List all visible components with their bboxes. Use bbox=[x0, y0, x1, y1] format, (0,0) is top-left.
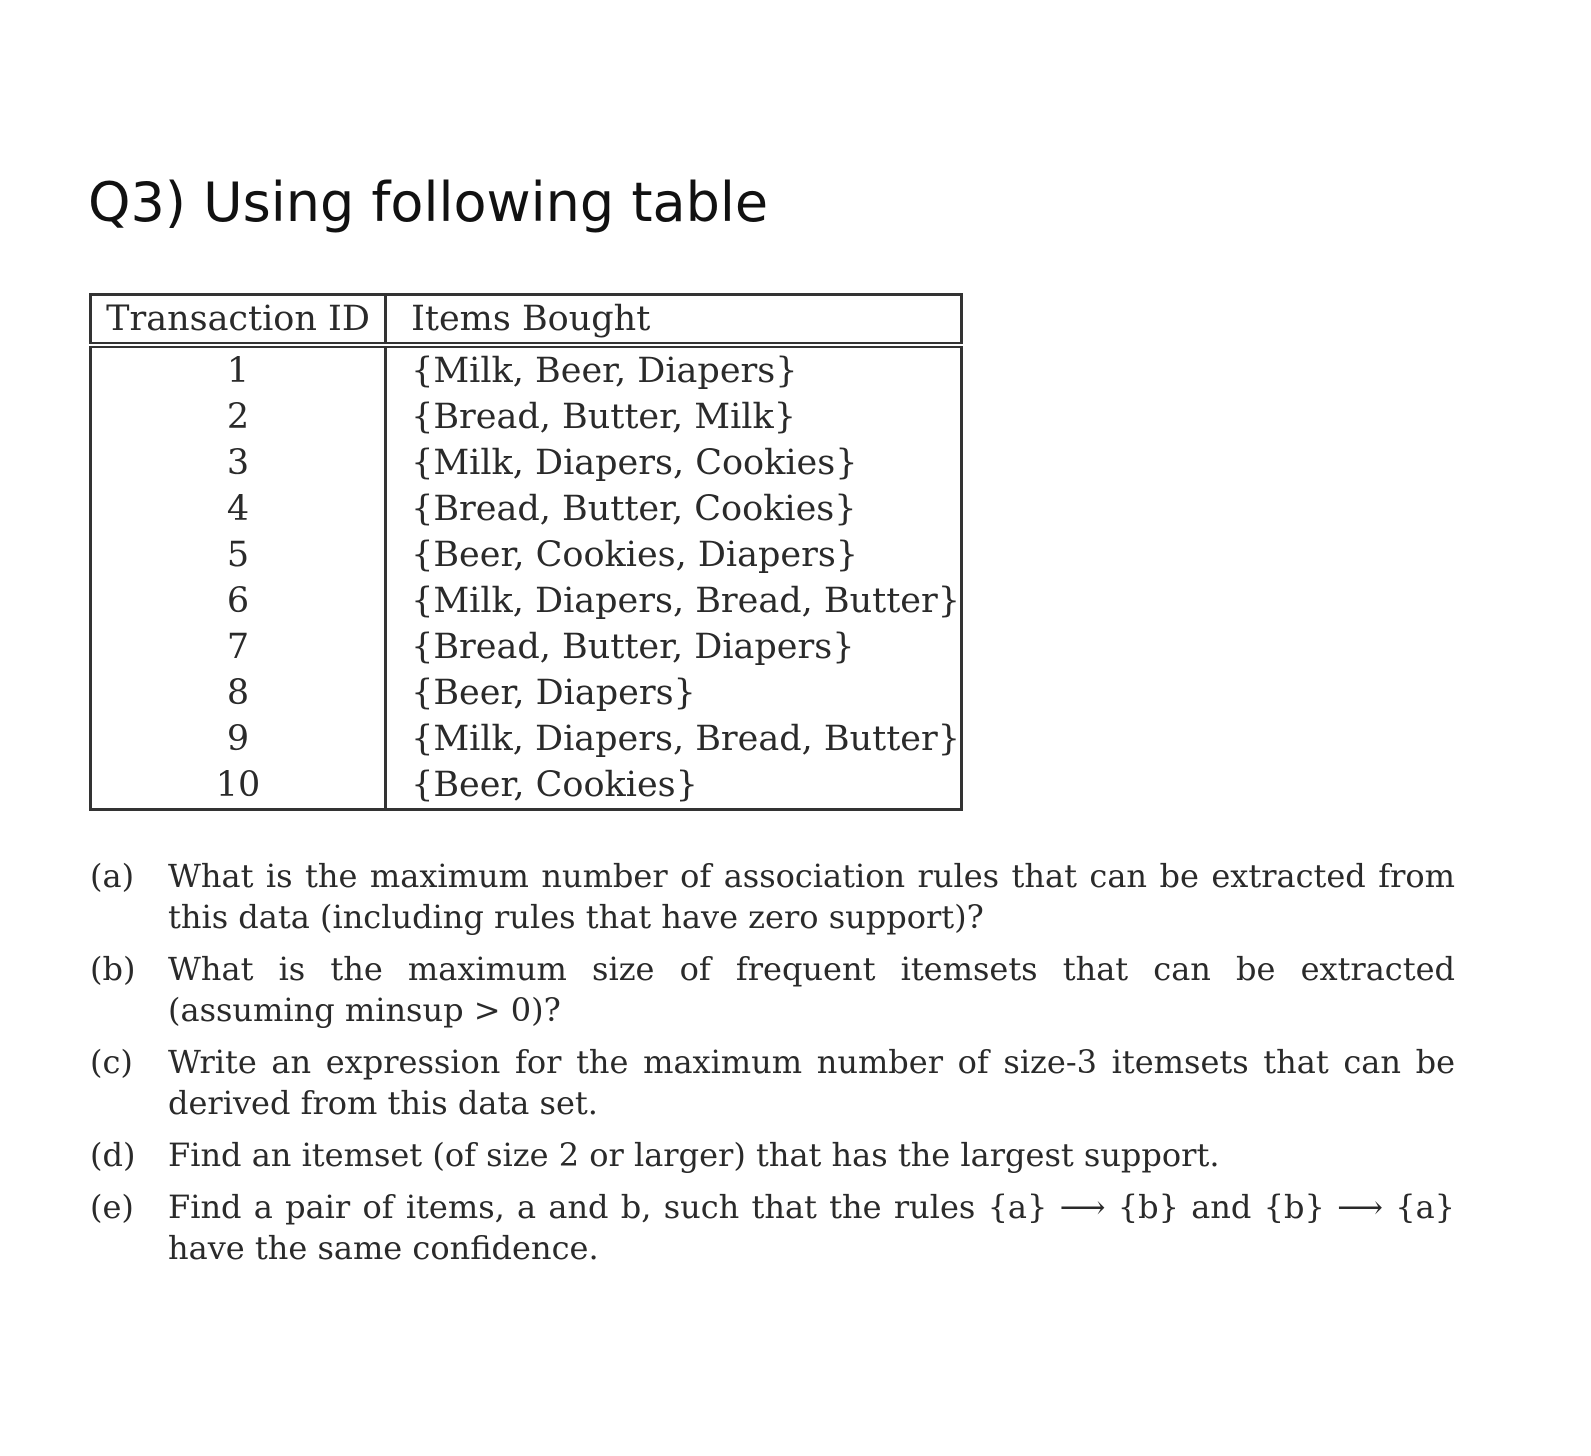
items-bought-cell: {Bread, Butter, Milk} bbox=[411, 397, 796, 437]
table-row bbox=[91, 670, 962, 716]
question-item bbox=[90, 949, 1455, 1031]
items-bought-cell: {Bread, Butter, Cookies} bbox=[411, 489, 857, 529]
transaction-id-cell: 10 bbox=[91, 762, 386, 810]
table-row bbox=[91, 762, 962, 810]
question-label: (d) bbox=[90, 1136, 136, 1174]
question-item bbox=[90, 1042, 1455, 1124]
items-bought-cell: {Beer, Diapers} bbox=[411, 673, 696, 713]
items-bought-cell: {Bread, Butter, Diapers} bbox=[411, 627, 855, 667]
question-text: What is the maximum number of association rules that can be extracted from this data (including rules that have zero support)? bbox=[168, 857, 1455, 936]
question-item bbox=[90, 1187, 1455, 1269]
column-header-transaction-id: Transaction ID bbox=[91, 295, 386, 346]
question-text: Find a pair of items, a and b, such that the rules {a} ⟶ {b} and {b} ⟶ {a} have the same confidence. bbox=[168, 1188, 1455, 1267]
table-row bbox=[91, 345, 962, 394]
items-bought-cell: {Milk, Diapers, Cookies} bbox=[411, 443, 858, 483]
transaction-id-cell: 2 bbox=[91, 394, 386, 440]
items-bought-cell: {Beer, Cookies, Diapers} bbox=[411, 535, 859, 575]
table-row bbox=[91, 578, 962, 624]
table-row bbox=[91, 716, 962, 762]
items-bought-cell: {Beer, Cookies} bbox=[411, 765, 698, 805]
question-text: What is the maximum size of frequent itemsets that can be extracted (assuming minsup > 0)? bbox=[168, 950, 1455, 1029]
transaction-id-cell: 8 bbox=[91, 670, 386, 716]
question-text: Find an itemset (of size 2 or larger) that has the largest support. bbox=[168, 1136, 1220, 1174]
question-text: Write an expression for the maximum number of size-3 itemsets that can be derived from this data set. bbox=[168, 1043, 1455, 1122]
items-bought-cell: {Milk, Beer, Diapers} bbox=[411, 351, 798, 391]
column-header-items-bought: Items Bought bbox=[386, 295, 962, 346]
table-row bbox=[91, 624, 962, 670]
transaction-id-cell: 1 bbox=[91, 345, 386, 394]
table-row bbox=[91, 440, 962, 486]
table-row bbox=[91, 532, 962, 578]
question-label: (c) bbox=[90, 1043, 133, 1081]
question-item bbox=[90, 1135, 1455, 1176]
transaction-id-cell: 7 bbox=[91, 624, 386, 670]
question-label: (b) bbox=[90, 950, 136, 988]
question-label: (a) bbox=[90, 857, 135, 895]
transaction-id-cell: 4 bbox=[91, 486, 386, 532]
page-title: Q3) Using following table bbox=[88, 171, 769, 234]
transaction-id-cell: 9 bbox=[91, 716, 386, 762]
question-label: (e) bbox=[90, 1188, 134, 1226]
question-list bbox=[90, 856, 1455, 1280]
table-row bbox=[91, 486, 962, 532]
table-row bbox=[91, 394, 962, 440]
transactions-table bbox=[89, 293, 963, 811]
table-header-row bbox=[91, 295, 962, 346]
transaction-id-cell: 5 bbox=[91, 532, 386, 578]
items-bought-cell: {Milk, Diapers, Bread, Butter} bbox=[411, 581, 960, 621]
transaction-id-cell: 3 bbox=[91, 440, 386, 486]
transaction-id-cell: 6 bbox=[91, 578, 386, 624]
items-bought-cell: {Milk, Diapers, Bread, Butter} bbox=[411, 719, 960, 759]
question-item bbox=[90, 856, 1455, 938]
